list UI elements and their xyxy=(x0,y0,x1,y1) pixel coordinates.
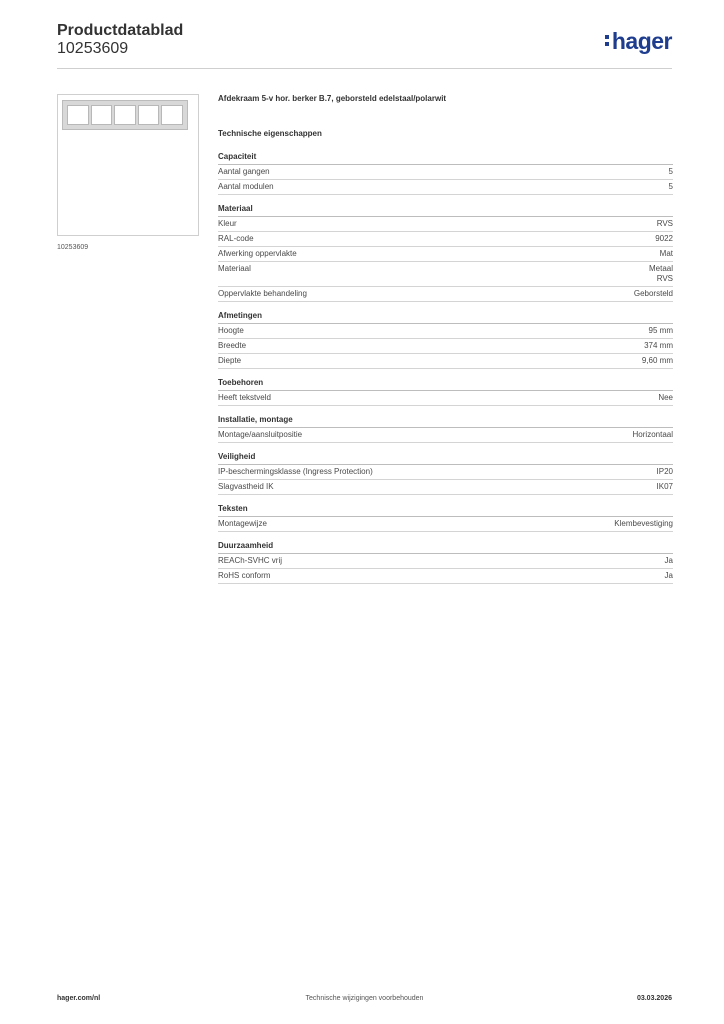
property-value-text: Nee xyxy=(658,393,673,402)
group-title: Afmetingen xyxy=(218,311,673,324)
property-value xyxy=(669,182,673,192)
property-label: RoHS conform xyxy=(218,571,271,580)
property-row xyxy=(218,517,673,532)
property-value xyxy=(634,289,673,299)
property-label: Aantal gangen xyxy=(218,167,270,176)
property-value xyxy=(658,393,673,403)
cover-frame-illustration xyxy=(62,100,188,130)
property-value-text: IP20 xyxy=(656,467,673,476)
property-value xyxy=(657,467,673,477)
property-group xyxy=(218,504,673,532)
property-row xyxy=(218,354,673,369)
property-value xyxy=(660,249,673,259)
property-value xyxy=(642,356,673,366)
property-label: Montagewijze xyxy=(218,519,267,528)
property-value-text: Horizontaal xyxy=(632,430,673,439)
property-row xyxy=(218,324,673,339)
group-title: Teksten xyxy=(218,504,673,517)
property-row xyxy=(218,339,673,354)
property-label: Slagvastheid IK xyxy=(218,482,274,491)
property-group xyxy=(218,204,673,302)
property-row xyxy=(218,428,673,443)
group-title: Materiaal xyxy=(218,204,673,217)
property-value xyxy=(665,571,673,581)
property-value xyxy=(665,556,673,566)
property-group xyxy=(218,541,673,584)
hager-logo xyxy=(605,28,672,55)
property-row xyxy=(218,247,673,262)
property-value-text: IK07 xyxy=(656,482,673,491)
property-value xyxy=(649,264,673,284)
property-value-text: 5 xyxy=(668,182,673,191)
property-group xyxy=(218,378,673,406)
property-groups xyxy=(218,152,673,584)
property-label: Kleur xyxy=(218,219,237,228)
property-value xyxy=(644,341,673,351)
property-row xyxy=(218,165,673,180)
property-value-text: Geborsteld xyxy=(633,289,673,298)
footer-date: 03.03.2026 xyxy=(636,995,672,1002)
property-label: IP-beschermingsklasse (Ingress Protection) xyxy=(218,467,373,476)
section-title: Technische eigenschappen xyxy=(218,129,322,138)
property-value-text: Ja xyxy=(664,571,673,580)
property-row xyxy=(218,480,673,495)
property-row xyxy=(218,554,673,569)
property-value xyxy=(669,167,673,177)
property-group xyxy=(218,452,673,495)
property-row xyxy=(218,569,673,584)
property-value-text: 9,60 mm xyxy=(641,356,673,365)
property-group xyxy=(218,152,673,195)
property-label: Oppervlakte behandeling xyxy=(218,289,307,298)
property-label: Afwerking oppervlakte xyxy=(218,249,297,258)
property-row xyxy=(218,465,673,480)
document-title: Productdatablad xyxy=(57,22,184,39)
property-row xyxy=(218,232,673,247)
property-value xyxy=(633,430,673,440)
property-row xyxy=(218,262,673,287)
product-description: Afdekraam 5-v hor. berker B.7, geborsteld edelstaal/polarwit xyxy=(218,94,447,103)
property-label: Heeft tekstveld xyxy=(218,393,271,402)
property-value-text: RVS xyxy=(656,219,673,228)
property-group xyxy=(218,311,673,369)
logo-text: hager xyxy=(611,28,672,54)
property-value-text: Metaal xyxy=(648,264,673,273)
page-header xyxy=(57,22,672,69)
product-image-caption: 10253609 xyxy=(57,244,89,251)
property-value xyxy=(614,519,673,529)
page-footer xyxy=(57,995,672,1009)
footer-website: hager.com/nl xyxy=(57,995,101,1002)
property-row xyxy=(218,287,673,302)
property-value xyxy=(657,219,673,229)
group-title: Veiligheid xyxy=(218,452,673,465)
property-value-text: 95 mm xyxy=(648,326,673,335)
property-value-text: RVS xyxy=(656,274,673,283)
property-label: Materiaal xyxy=(218,264,251,273)
footer-disclaimer: Technische wijzigingen voorbehouden xyxy=(305,995,424,1002)
property-value-text: 9022 xyxy=(655,234,673,243)
property-label: RAL-code xyxy=(218,234,254,243)
property-label: Hoogte xyxy=(218,326,244,335)
product-details xyxy=(218,94,673,593)
property-label: Montage/aansluitpositie xyxy=(218,430,303,439)
property-value-text: 374 mm xyxy=(644,341,673,350)
property-label: Breedte xyxy=(218,341,247,350)
property-label: REACh-SVHC vrij xyxy=(218,556,283,565)
property-value xyxy=(655,234,673,244)
document-number: 10253609 xyxy=(57,40,129,57)
property-row xyxy=(218,180,673,195)
property-value-text: Mat xyxy=(659,249,673,258)
group-title: Toebehoren xyxy=(218,378,673,391)
logo-dots-icon xyxy=(605,34,610,48)
property-value xyxy=(657,482,673,492)
property-row xyxy=(218,217,673,232)
product-image xyxy=(57,94,199,236)
group-title: Installatie, montage xyxy=(218,415,673,428)
property-value xyxy=(649,326,673,336)
group-title: Duurzaamheid xyxy=(218,541,673,554)
property-group xyxy=(218,415,673,443)
property-label: Aantal modulen xyxy=(218,182,274,191)
property-label: Diepte xyxy=(218,356,242,365)
property-value-text: Klembevestiging xyxy=(614,519,673,528)
property-row xyxy=(218,391,673,406)
group-title: Capaciteit xyxy=(218,152,673,165)
property-value-text: Ja xyxy=(664,556,673,565)
property-value-text: 5 xyxy=(668,167,673,176)
